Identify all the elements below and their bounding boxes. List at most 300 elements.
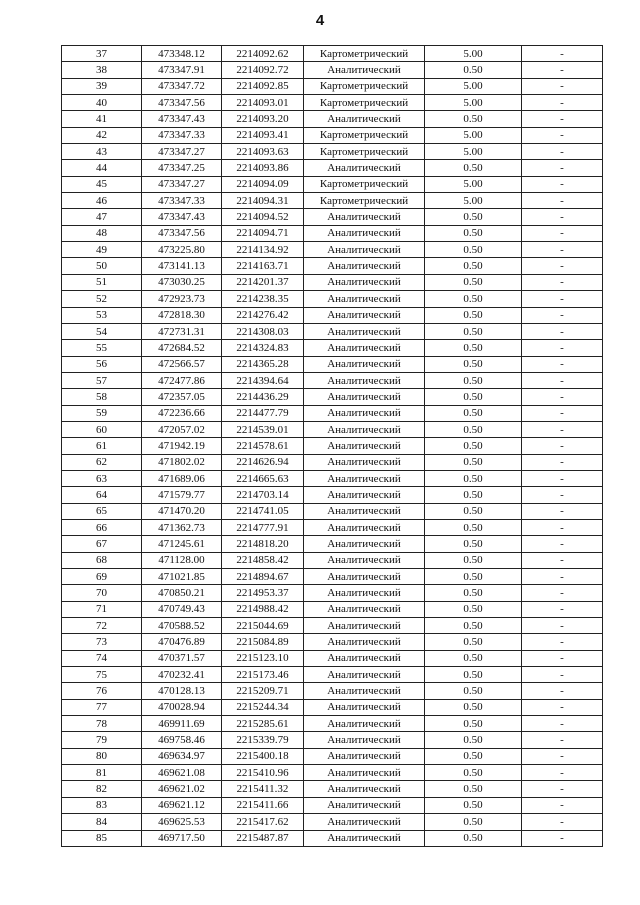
description-cell: - xyxy=(522,699,603,715)
y-coordinate-cell: 2215400.18 xyxy=(222,748,304,764)
y-coordinate-cell: 2214094.31 xyxy=(222,193,304,209)
description-cell: - xyxy=(522,421,603,437)
point-number-cell: 63 xyxy=(62,470,142,486)
x-coordinate-cell: 472477.86 xyxy=(142,372,222,388)
point-number-cell: 71 xyxy=(62,601,142,617)
accuracy-cell: 0.50 xyxy=(425,160,522,176)
method-cell: Аналитический xyxy=(304,765,425,781)
y-coordinate-cell: 2214324.83 xyxy=(222,340,304,356)
point-number-cell: 77 xyxy=(62,699,142,715)
y-coordinate-cell: 2215487.87 xyxy=(222,830,304,846)
y-coordinate-cell: 2214092.85 xyxy=(222,78,304,94)
description-cell: - xyxy=(522,634,603,650)
table-row xyxy=(62,144,603,160)
point-number-cell: 83 xyxy=(62,797,142,813)
point-number-cell: 74 xyxy=(62,650,142,666)
table-row xyxy=(62,291,603,307)
method-cell: Аналитический xyxy=(304,225,425,241)
table-row xyxy=(62,193,603,209)
point-number-cell: 62 xyxy=(62,454,142,470)
table-row xyxy=(62,732,603,748)
accuracy-cell: 0.50 xyxy=(425,111,522,127)
description-cell: - xyxy=(522,781,603,797)
method-cell: Аналитический xyxy=(304,683,425,699)
accuracy-cell: 0.50 xyxy=(425,372,522,388)
point-number-cell: 53 xyxy=(62,307,142,323)
point-number-cell: 57 xyxy=(62,372,142,388)
description-cell: - xyxy=(522,536,603,552)
accuracy-cell: 0.50 xyxy=(425,421,522,437)
table-row xyxy=(62,683,603,699)
x-coordinate-cell: 471802.02 xyxy=(142,454,222,470)
point-number-cell: 82 xyxy=(62,781,142,797)
point-number-cell: 85 xyxy=(62,830,142,846)
y-coordinate-cell: 2214092.72 xyxy=(222,62,304,78)
method-cell: Аналитический xyxy=(304,470,425,486)
x-coordinate-cell: 473030.25 xyxy=(142,274,222,290)
x-coordinate-cell: 469621.08 xyxy=(142,765,222,781)
description-cell: - xyxy=(522,242,603,258)
x-coordinate-cell: 469717.50 xyxy=(142,830,222,846)
table-row xyxy=(62,111,603,127)
method-cell: Картометрический xyxy=(304,95,425,111)
x-coordinate-cell: 473347.56 xyxy=(142,225,222,241)
method-cell: Аналитический xyxy=(304,732,425,748)
y-coordinate-cell: 2214238.35 xyxy=(222,291,304,307)
point-number-cell: 37 xyxy=(62,46,142,62)
description-cell: - xyxy=(522,748,603,764)
y-coordinate-cell: 2215411.66 xyxy=(222,797,304,813)
method-cell: Аналитический xyxy=(304,209,425,225)
point-number-cell: 78 xyxy=(62,716,142,732)
description-cell: - xyxy=(522,160,603,176)
accuracy-cell: 0.50 xyxy=(425,781,522,797)
y-coordinate-cell: 2214093.41 xyxy=(222,127,304,143)
method-cell: Аналитический xyxy=(304,160,425,176)
method-cell: Аналитический xyxy=(304,438,425,454)
table-row xyxy=(62,748,603,764)
accuracy-cell: 0.50 xyxy=(425,438,522,454)
description-cell: - xyxy=(522,601,603,617)
x-coordinate-cell: 469634.97 xyxy=(142,748,222,764)
x-coordinate-cell: 470128.13 xyxy=(142,683,222,699)
table-row xyxy=(62,389,603,405)
point-number-cell: 73 xyxy=(62,634,142,650)
description-cell: - xyxy=(522,62,603,78)
table-row xyxy=(62,716,603,732)
y-coordinate-cell: 2214365.28 xyxy=(222,356,304,372)
y-coordinate-cell: 2214953.37 xyxy=(222,585,304,601)
point-number-cell: 54 xyxy=(62,323,142,339)
table-row xyxy=(62,585,603,601)
description-cell: - xyxy=(522,503,603,519)
method-cell: Аналитический xyxy=(304,650,425,666)
accuracy-cell: 0.50 xyxy=(425,765,522,781)
accuracy-cell: 0.50 xyxy=(425,814,522,830)
table-row xyxy=(62,503,603,519)
y-coordinate-cell: 2214094.52 xyxy=(222,209,304,225)
x-coordinate-cell: 469758.46 xyxy=(142,732,222,748)
method-cell: Аналитический xyxy=(304,618,425,634)
point-number-cell: 80 xyxy=(62,748,142,764)
table-row xyxy=(62,438,603,454)
table-row xyxy=(62,95,603,111)
method-cell: Аналитический xyxy=(304,405,425,421)
point-number-cell: 39 xyxy=(62,78,142,94)
x-coordinate-cell: 472566.57 xyxy=(142,356,222,372)
method-cell: Картометрический xyxy=(304,193,425,209)
point-number-cell: 60 xyxy=(62,421,142,437)
method-cell: Аналитический xyxy=(304,797,425,813)
y-coordinate-cell: 2214201.37 xyxy=(222,274,304,290)
y-coordinate-cell: 2214703.14 xyxy=(222,487,304,503)
point-number-cell: 84 xyxy=(62,814,142,830)
x-coordinate-cell: 473347.25 xyxy=(142,160,222,176)
accuracy-cell: 0.50 xyxy=(425,601,522,617)
table-row xyxy=(62,765,603,781)
accuracy-cell: 0.50 xyxy=(425,340,522,356)
point-number-cell: 42 xyxy=(62,127,142,143)
table-row xyxy=(62,372,603,388)
x-coordinate-cell: 471128.00 xyxy=(142,552,222,568)
description-cell: - xyxy=(522,519,603,535)
table-row xyxy=(62,209,603,225)
description-cell: - xyxy=(522,291,603,307)
x-coordinate-cell: 470371.57 xyxy=(142,650,222,666)
table-row xyxy=(62,781,603,797)
method-cell: Аналитический xyxy=(304,62,425,78)
y-coordinate-cell: 2214134.92 xyxy=(222,242,304,258)
point-number-cell: 79 xyxy=(62,732,142,748)
point-number-cell: 59 xyxy=(62,405,142,421)
point-number-cell: 70 xyxy=(62,585,142,601)
accuracy-cell: 0.50 xyxy=(425,519,522,535)
method-cell: Аналитический xyxy=(304,340,425,356)
accuracy-cell: 0.50 xyxy=(425,470,522,486)
description-cell: - xyxy=(522,683,603,699)
point-number-cell: 38 xyxy=(62,62,142,78)
y-coordinate-cell: 2214094.71 xyxy=(222,225,304,241)
accuracy-cell: 0.50 xyxy=(425,667,522,683)
method-cell: Аналитический xyxy=(304,372,425,388)
y-coordinate-cell: 2214988.42 xyxy=(222,601,304,617)
accuracy-cell: 0.50 xyxy=(425,552,522,568)
y-coordinate-cell: 2214163.71 xyxy=(222,258,304,274)
accuracy-cell: 0.50 xyxy=(425,585,522,601)
method-cell: Аналитический xyxy=(304,814,425,830)
description-cell: - xyxy=(522,716,603,732)
accuracy-cell: 0.50 xyxy=(425,716,522,732)
method-cell: Аналитический xyxy=(304,421,425,437)
point-number-cell: 68 xyxy=(62,552,142,568)
table-row xyxy=(62,487,603,503)
description-cell: - xyxy=(522,487,603,503)
method-cell: Аналитический xyxy=(304,569,425,585)
point-number-cell: 52 xyxy=(62,291,142,307)
y-coordinate-cell: 2214477.79 xyxy=(222,405,304,421)
description-cell: - xyxy=(522,209,603,225)
y-coordinate-cell: 2215339.79 xyxy=(222,732,304,748)
method-cell: Картометрический xyxy=(304,144,425,160)
accuracy-cell: 5.00 xyxy=(425,144,522,160)
method-cell: Аналитический xyxy=(304,307,425,323)
method-cell: Картометрический xyxy=(304,78,425,94)
x-coordinate-cell: 473347.27 xyxy=(142,176,222,192)
y-coordinate-cell: 2214394.64 xyxy=(222,372,304,388)
x-coordinate-cell: 469621.02 xyxy=(142,781,222,797)
point-number-cell: 55 xyxy=(62,340,142,356)
description-cell: - xyxy=(522,111,603,127)
y-coordinate-cell: 2214308.03 xyxy=(222,323,304,339)
x-coordinate-cell: 470232.41 xyxy=(142,667,222,683)
table-row xyxy=(62,699,603,715)
description-cell: - xyxy=(522,618,603,634)
x-coordinate-cell: 469911.69 xyxy=(142,716,222,732)
method-cell: Аналитический xyxy=(304,291,425,307)
x-coordinate-cell: 473348.12 xyxy=(142,46,222,62)
x-coordinate-cell: 473347.43 xyxy=(142,209,222,225)
table-row xyxy=(62,340,603,356)
y-coordinate-cell: 2215285.61 xyxy=(222,716,304,732)
table-row xyxy=(62,258,603,274)
y-coordinate-cell: 2214093.01 xyxy=(222,95,304,111)
y-coordinate-cell: 2215209.71 xyxy=(222,683,304,699)
y-coordinate-cell: 2214092.62 xyxy=(222,46,304,62)
table-row xyxy=(62,46,603,62)
method-cell: Аналитический xyxy=(304,634,425,650)
method-cell: Аналитический xyxy=(304,748,425,764)
table-row xyxy=(62,552,603,568)
y-coordinate-cell: 2215173.46 xyxy=(222,667,304,683)
method-cell: Аналитический xyxy=(304,667,425,683)
accuracy-cell: 0.50 xyxy=(425,683,522,699)
table-row xyxy=(62,274,603,290)
accuracy-cell: 0.50 xyxy=(425,307,522,323)
accuracy-cell: 0.50 xyxy=(425,389,522,405)
table-row xyxy=(62,650,603,666)
accuracy-cell: 5.00 xyxy=(425,78,522,94)
description-cell: - xyxy=(522,274,603,290)
point-number-cell: 50 xyxy=(62,258,142,274)
point-number-cell: 72 xyxy=(62,618,142,634)
table-row xyxy=(62,470,603,486)
y-coordinate-cell: 2214626.94 xyxy=(222,454,304,470)
x-coordinate-cell: 470028.94 xyxy=(142,699,222,715)
x-coordinate-cell: 472236.66 xyxy=(142,405,222,421)
accuracy-cell: 0.50 xyxy=(425,830,522,846)
table-row xyxy=(62,323,603,339)
table-row xyxy=(62,536,603,552)
accuracy-cell: 0.50 xyxy=(425,209,522,225)
description-cell: - xyxy=(522,585,603,601)
x-coordinate-cell: 472357.05 xyxy=(142,389,222,405)
accuracy-cell: 5.00 xyxy=(425,46,522,62)
method-cell: Аналитический xyxy=(304,258,425,274)
method-cell: Картометрический xyxy=(304,127,425,143)
accuracy-cell: 0.50 xyxy=(425,634,522,650)
description-cell: - xyxy=(522,667,603,683)
point-number-cell: 67 xyxy=(62,536,142,552)
point-number-cell: 41 xyxy=(62,111,142,127)
description-cell: - xyxy=(522,225,603,241)
x-coordinate-cell: 473347.33 xyxy=(142,193,222,209)
method-cell: Аналитический xyxy=(304,830,425,846)
accuracy-cell: 0.50 xyxy=(425,258,522,274)
x-coordinate-cell: 473347.33 xyxy=(142,127,222,143)
description-cell: - xyxy=(522,95,603,111)
x-coordinate-cell: 473347.27 xyxy=(142,144,222,160)
description-cell: - xyxy=(522,765,603,781)
y-coordinate-cell: 2214093.86 xyxy=(222,160,304,176)
point-number-cell: 43 xyxy=(62,144,142,160)
accuracy-cell: 0.50 xyxy=(425,405,522,421)
point-number-cell: 48 xyxy=(62,225,142,241)
accuracy-cell: 0.50 xyxy=(425,291,522,307)
point-number-cell: 81 xyxy=(62,765,142,781)
x-coordinate-cell: 473141.13 xyxy=(142,258,222,274)
accuracy-cell: 0.50 xyxy=(425,650,522,666)
x-coordinate-cell: 470476.89 xyxy=(142,634,222,650)
description-cell: - xyxy=(522,323,603,339)
method-cell: Аналитический xyxy=(304,552,425,568)
x-coordinate-cell: 471362.73 xyxy=(142,519,222,535)
x-coordinate-cell: 470749.43 xyxy=(142,601,222,617)
accuracy-cell: 0.50 xyxy=(425,242,522,258)
page-number: 4 xyxy=(315,12,325,29)
accuracy-cell: 0.50 xyxy=(425,454,522,470)
method-cell: Аналитический xyxy=(304,323,425,339)
x-coordinate-cell: 472923.73 xyxy=(142,291,222,307)
description-cell: - xyxy=(522,176,603,192)
accuracy-cell: 0.50 xyxy=(425,748,522,764)
x-coordinate-cell: 471689.06 xyxy=(142,470,222,486)
description-cell: - xyxy=(522,650,603,666)
x-coordinate-cell: 471245.61 xyxy=(142,536,222,552)
x-coordinate-cell: 469621.12 xyxy=(142,797,222,813)
method-cell: Аналитический xyxy=(304,699,425,715)
description-cell: - xyxy=(522,127,603,143)
accuracy-cell: 0.50 xyxy=(425,356,522,372)
table-row xyxy=(62,667,603,683)
table-row xyxy=(62,127,603,143)
y-coordinate-cell: 2215411.32 xyxy=(222,781,304,797)
y-coordinate-cell: 2215044.69 xyxy=(222,618,304,634)
table-row xyxy=(62,454,603,470)
description-cell: - xyxy=(522,78,603,94)
description-cell: - xyxy=(522,372,603,388)
method-cell: Аналитический xyxy=(304,454,425,470)
y-coordinate-cell: 2214093.20 xyxy=(222,111,304,127)
table-row xyxy=(62,405,603,421)
y-coordinate-cell: 2214665.63 xyxy=(222,470,304,486)
accuracy-cell: 0.50 xyxy=(425,569,522,585)
table-row xyxy=(62,814,603,830)
method-cell: Аналитический xyxy=(304,585,425,601)
accuracy-cell: 0.50 xyxy=(425,699,522,715)
description-cell: - xyxy=(522,193,603,209)
y-coordinate-cell: 2215417.62 xyxy=(222,814,304,830)
table-row xyxy=(62,519,603,535)
accuracy-cell: 5.00 xyxy=(425,127,522,143)
point-number-cell: 64 xyxy=(62,487,142,503)
description-cell: - xyxy=(522,389,603,405)
y-coordinate-cell: 2215244.34 xyxy=(222,699,304,715)
description-cell: - xyxy=(522,470,603,486)
x-coordinate-cell: 473347.56 xyxy=(142,95,222,111)
y-coordinate-cell: 2214093.63 xyxy=(222,144,304,160)
method-cell: Аналитический xyxy=(304,356,425,372)
y-coordinate-cell: 2214094.09 xyxy=(222,176,304,192)
table-row xyxy=(62,160,603,176)
point-number-cell: 40 xyxy=(62,95,142,111)
table-row xyxy=(62,634,603,650)
point-number-cell: 56 xyxy=(62,356,142,372)
table-row xyxy=(62,78,603,94)
coordinates-table-body xyxy=(62,46,603,847)
y-coordinate-cell: 2214818.20 xyxy=(222,536,304,552)
description-cell: - xyxy=(522,356,603,372)
x-coordinate-cell: 473347.72 xyxy=(142,78,222,94)
method-cell: Аналитический xyxy=(304,503,425,519)
table-row xyxy=(62,797,603,813)
accuracy-cell: 0.50 xyxy=(425,536,522,552)
x-coordinate-cell: 472684.52 xyxy=(142,340,222,356)
accuracy-cell: 0.50 xyxy=(425,732,522,748)
point-number-cell: 49 xyxy=(62,242,142,258)
description-cell: - xyxy=(522,814,603,830)
y-coordinate-cell: 2215123.10 xyxy=(222,650,304,666)
point-number-cell: 69 xyxy=(62,569,142,585)
x-coordinate-cell: 471470.20 xyxy=(142,503,222,519)
point-number-cell: 58 xyxy=(62,389,142,405)
description-cell: - xyxy=(522,144,603,160)
table-row xyxy=(62,176,603,192)
point-number-cell: 45 xyxy=(62,176,142,192)
point-number-cell: 66 xyxy=(62,519,142,535)
description-cell: - xyxy=(522,405,603,421)
description-cell: - xyxy=(522,46,603,62)
accuracy-cell: 0.50 xyxy=(425,225,522,241)
table-row xyxy=(62,242,603,258)
description-cell: - xyxy=(522,552,603,568)
x-coordinate-cell: 470588.52 xyxy=(142,618,222,634)
description-cell: - xyxy=(522,258,603,274)
method-cell: Аналитический xyxy=(304,601,425,617)
method-cell: Аналитический xyxy=(304,389,425,405)
y-coordinate-cell: 2214858.42 xyxy=(222,552,304,568)
x-coordinate-cell: 471021.85 xyxy=(142,569,222,585)
method-cell: Аналитический xyxy=(304,536,425,552)
y-coordinate-cell: 2214276.42 xyxy=(222,307,304,323)
accuracy-cell: 0.50 xyxy=(425,503,522,519)
y-coordinate-cell: 2215084.89 xyxy=(222,634,304,650)
table-row xyxy=(62,569,603,585)
point-number-cell: 51 xyxy=(62,274,142,290)
x-coordinate-cell: 470850.21 xyxy=(142,585,222,601)
accuracy-cell: 5.00 xyxy=(425,95,522,111)
table-row xyxy=(62,830,603,846)
point-number-cell: 61 xyxy=(62,438,142,454)
accuracy-cell: 5.00 xyxy=(425,193,522,209)
description-cell: - xyxy=(522,340,603,356)
point-number-cell: 44 xyxy=(62,160,142,176)
point-number-cell: 65 xyxy=(62,503,142,519)
description-cell: - xyxy=(522,569,603,585)
y-coordinate-cell: 2214578.61 xyxy=(222,438,304,454)
table-row xyxy=(62,62,603,78)
method-cell: Аналитический xyxy=(304,781,425,797)
method-cell: Картометрический xyxy=(304,176,425,192)
